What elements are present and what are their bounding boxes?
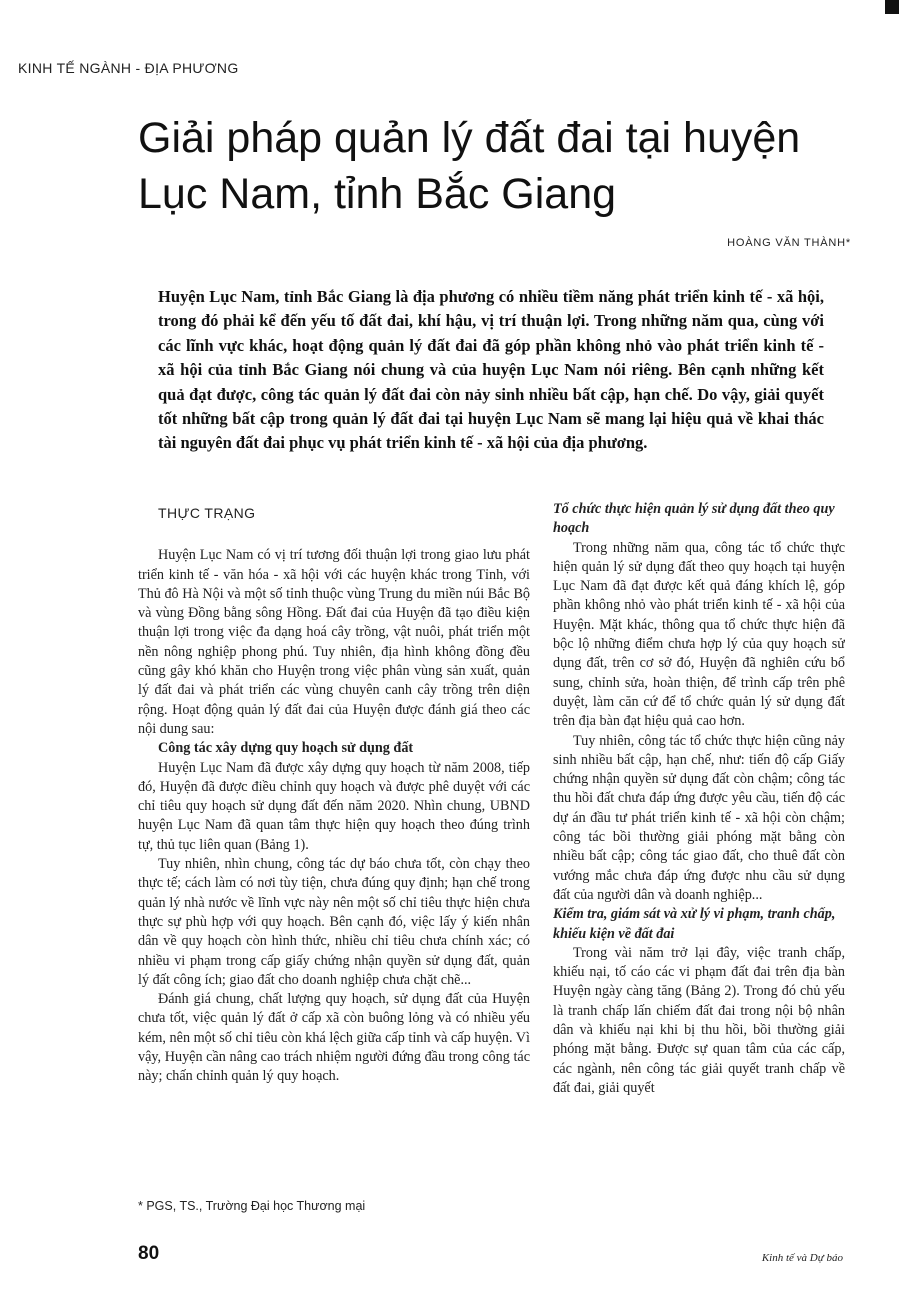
article-abstract: Huyện Lục Nam, tỉnh Bắc Giang là địa phương có nhiều tiềm năng phát triển kinh tế - xã hội, trong đó phải kể đến yếu tố đất đai, khí hậu, vị trí thuận lợi. Trong những năm qua, cùng với các lĩnh vực khác, hoạt động quản lý đất đai đã góp phần không nhỏ vào phát triển kinh tế - xã hội của tỉnh Bắc Giang nói chung và của huyện Lục Nam nói riêng. Bên cạnh những kết quả đạt được, công tác quản lý đất đai còn nảy sinh nhiều bất cập, hạn chế. Do vậy, giải quyết tốt những bất cập trong quản lý đất đai tại huyện Lục Nam sẽ mang lại hiệu quả về khai thác tài nguyên đất đai phục vụ phát triển kinh tế - xã hội của địa phương.	[158, 287, 824, 453]
body-paragraph: Huyện Lục Nam có vị trí tương đối thuận lợi trong giao lưu phát triển kinh tế - văn hóa - xã hội với các huyện khác trong Tỉnh, với Thủ đô Hà Nội và một số tỉnh thuộc vùng Trung du miền núi Bắc Bộ và vùng Đồng bằng sông Hồng. Đất đai của Huyện đã tạo điều kiện thuận lợi trong việc đa dạng hoá cây trồng, vật nuôi, phát triển một nền nông nghiệp phong phú. Tuy nhiên, địa hình không đồng đều cũng gây khó khăn cho Huyện trong việc phân vùng sản xuất, quản lý đất đai và phát triển các vùng chuyên canh cây trồng trên diện rộng. Hoạt động quản lý đất đai của Huyện được đánh giá theo các nội dung sau:	[138, 547, 530, 737]
article-title: Giải pháp quản lý đất đai tại huyện Lục Nam, tỉnh Bắc Giang	[138, 114, 801, 218]
body-paragraph: Huyện Lục Nam đã được xây dựng quy hoạch từ năm 2008, tiếp đó, Huyện đã được điều chỉnh quy hoạch và được phê duyệt với các chỉ tiêu quy hoạch sử dụng đất đến năm 2020. Nhìn chung, UBND huyện Lục Nam đã quan tâm thực hiện quy hoạch theo đúng trình tự, thủ tục liên quan (Bảng 1).	[138, 759, 530, 853]
body-paragraph: Tuy nhiên, công tác tổ chức thực hiện cũng nảy sinh nhiều bất cập, hạn chế, như: tiến độ cấp Giấy chứng nhận quyền sử dụng đất còn chậm; công tác thu hồi đất chưa đáp ứng được yêu cầu, tiến độ các dự án đầu tư phát triển kinh tế - xã hội còn chậm; công tác bồi thường giải phóng mặt bằng còn nhiều bất cập; công tác giao đất, cho thuê đất còn vướng mắc chưa đáp ứng được nhu cầu sử dụng đất của người dân và doanh nghiệp...	[553, 732, 845, 903]
subheading-to-chuc-thuc-hien: Tổ chức thực hiện quản lý sử dụng đất theo quy hoạch	[553, 501, 835, 537]
subheading-quy-hoach: Công tác xây dựng quy hoạch sử dụng đất	[158, 740, 414, 757]
body-paragraph: Đánh giá chung, chất lượng quy hoạch, sử dụng đất của Huyện chưa tốt, việc quản lý đất ở cấp xã còn buông lỏng và có nhiều yếu kém, nên một số chỉ tiêu còn khá lệch giữa cấp tỉnh và cấp huyện. Vì vậy, Huyện cần nâng cao trách nhiệm người đứng đầu trong công tác này; chấn chỉnh quản lý quy hoạch.	[138, 991, 530, 1085]
corner-crop-mark	[885, 0, 899, 14]
body-column-right	[553, 500, 845, 1192]
body-paragraph: Trong những năm qua, công tác tổ chức thực hiện quản lý sử dụng đất theo quy hoạch tại huyện Lục Nam đã đạt được kết quả đáng khích lệ, góp phần không nhỏ vào phát triển kinh tế - xã hội của Huyện. Mặt khác, thông qua tổ chức thực hiện đã bộc lộ những điểm chưa hợp lý của quy hoạch sử dụng đất, trên cơ sở đó, Huyện đã nghiên cứu bổ sung, chỉnh sửa, hoàn thiện, để trình cấp trên phê duyệt, làm căn cứ để tổ chức quản lý sử dụng đất trên địa bàn đạt hiệu quả cao hơn.	[553, 539, 845, 730]
journal-name: Kinh tế và Dự báo	[761, 1252, 843, 1264]
section-header: KINH TẾ NGÀNH - ĐỊA PHƯƠNG	[18, 60, 239, 76]
author-name: HOÀNG VĂN THÀNH*	[727, 237, 851, 249]
page-number: 80	[138, 1243, 160, 1264]
body-paragraph: Tuy nhiên, nhìn chung, công tác dự báo chưa tốt, còn chạy theo thực tế; cách làm có nơi tùy tiện, chưa đúng quy định; hạn chế trong quản lý nhà nước về lĩnh vực này nên một số chỉ tiêu thực hiện chưa thực sự phù hợp với quy hoạch. Bên cạnh đó, việc lấy ý kiến nhân dân về quy hoạch còn hình thức, nhiều chỉ tiêu chưa chính xác; có nhiều vi phạm trong cấp giấy chứng nhận quyền sử dụng đất, quản lý đất công ích; giao đất cho doanh nghiệp chưa chặt chẽ...	[138, 856, 530, 988]
subheading-kiem-tra-giam-sat: Kiểm tra, giám sát và xử lý vi phạm, tranh chấp, khiếu kiện về đất đai	[553, 906, 836, 942]
body-column-left	[138, 500, 530, 1192]
body-paragraph: Trong vài năm trở lại đây, việc tranh chấp, khiếu nại, tố cáo các vi phạm đất đai trên địa bàn Huyện ngày càng tăng (Bảng 2). Trong đó chủ yếu là tranh chấp lấn chiếm đất đai trong nội bộ nhân dân và khiếu nại khi bị thu hồi, bồi thường giải phóng mặt bằng. Được sự quan tâm của các cấp, các ngành, nên công tác giải quyết tranh chấp về đất đai, giải quyết	[553, 944, 845, 1096]
author-footnote: * PGS, TS., Trường Đại học Thương mại	[138, 1199, 366, 1213]
section-title-thuc-trang: THỰC TRẠNG	[158, 505, 256, 521]
